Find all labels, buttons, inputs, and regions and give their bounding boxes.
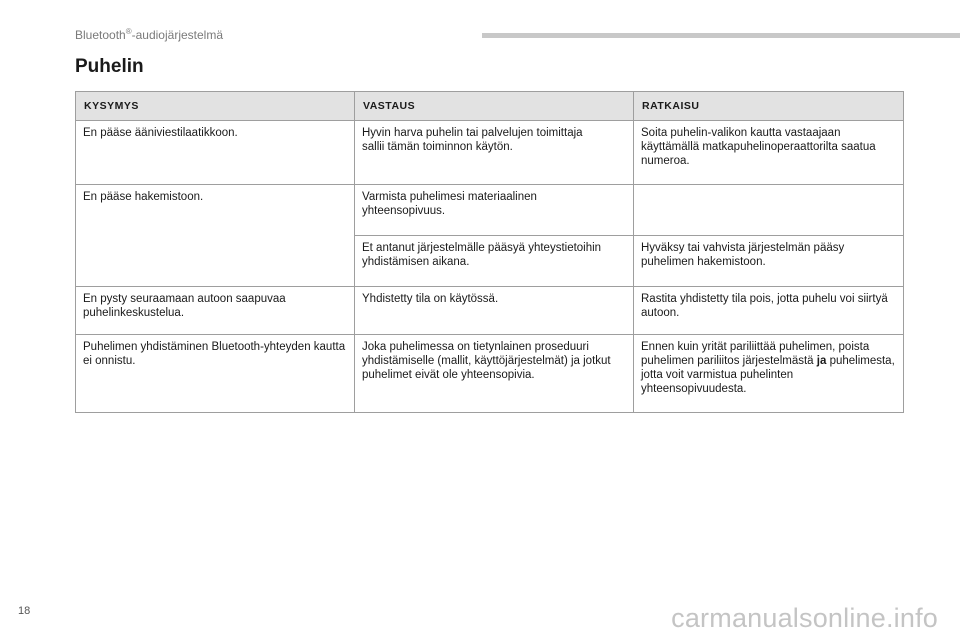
solution-cell: Rastita yhdistetty tila pois, jotta puhelu voi siirtyä autoon. [634,287,904,335]
question-cell: En pysty seuraamaan autoon saapuvaa puhelinkeskustelua. [76,287,355,335]
chapter-title-main: Bluetooth [75,28,126,42]
question-cell: En pääse hakemistoon. [76,185,355,287]
table-row [76,121,904,185]
answer-cell: Yhdistetty tila on käytössä. [355,287,634,335]
solution-cell: Hyväksy tai vahvista järjestelmän pääsy puhelimen hakemistoon. [634,236,904,287]
section-title: Puhelin [75,56,144,77]
solution-text: Ennen kuin yrität pariliittää puhelimen, poista puhelimen pariliitos järjestelmästä [641,341,870,367]
answer-line: yhteensopivuus. [362,205,446,217]
table-row [76,335,904,413]
watermark: carmanualsonline.info [671,603,938,633]
solution-text: puhelimesta, jotta voit varmistua puhelinten yhteensopivuudesta. [641,355,895,395]
header-rule [482,33,960,38]
solution-cell [634,335,904,413]
chapter-title-suffix: -audiojärjestelmä [131,28,224,42]
solution-cell [634,185,904,236]
registered-mark: ® [125,27,132,36]
faq-table [75,91,904,413]
table-header-row [76,92,904,121]
answer-cell [355,185,634,236]
answer-line: Varmista puhelimesi materiaalinen [362,191,537,203]
header-solution: RATKAISU [634,92,904,121]
header-question: KYSYMYS [76,92,355,121]
question-cell: En pääse ääniviestilaatikkoon. [76,121,355,185]
answer-line: sallii tämän toiminnon käytön. [362,141,513,153]
page-number: 18 [18,605,31,617]
solution-emphasis: ja [816,355,827,367]
chapter-title [75,27,223,42]
answer-line: Hyvin harva puhelin tai palvelujen toimittaja [362,127,583,139]
answer-cell: Et antanut järjestelmälle pääsyä yhteystietoihin yhdistämisen aikana. [355,236,634,287]
answer-cell [355,121,634,185]
table-row [76,185,904,236]
answer-cell: Joka puhelimessa on tietynlainen proseduuri yhdistämiselle (mallit, käyttöjärjestelmät) ja jotkut puhelimet eivät ole yhteensopivia. [355,335,634,413]
table-row [76,287,904,335]
header-answer: VASTAUS [355,92,634,121]
solution-cell: Soita puhelin-valikon kautta vastaajaan käyttämällä matkapuhelinoperaattorilta saatua numeroa. [634,121,904,185]
question-cell: Puhelimen yhdistäminen Bluetooth-yhteyden kautta ei onnistu. [76,335,355,413]
